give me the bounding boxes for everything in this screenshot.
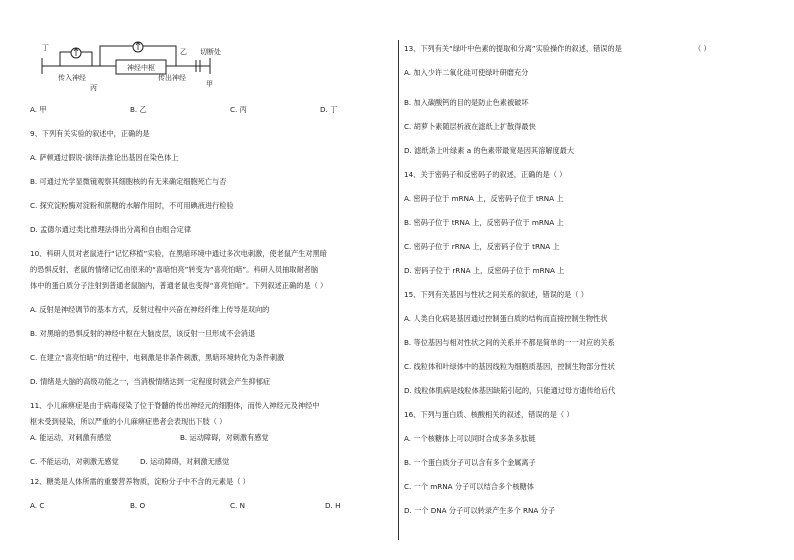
center-label: 神经中枢 [127,64,155,72]
option-c: C. 丙 [230,105,247,114]
question-9: 9、下列有关实验的叙述中，正确的是 [30,129,150,138]
q16-option-b: B. 一个蛋白质分子可以含有多个金属离子 [404,458,536,467]
q15-option-b: B. 等位基因与相对性状之间的关系并不都是简单的一一对应的关系 [404,338,615,347]
question-10-line-3: 体中的蛋白质分子注射到普通老鼠脑内，普通老鼠也变得“喜亮怕暗”。下列叙述正确的是（ ） [30,281,328,290]
q16-option-a: A. 一个核糖体上可以同时合成多条多肽链 [404,434,536,443]
question-13-paren: （ ） [694,44,711,53]
q15-option-d: D. 线粒体肌病是线粒体基因缺陷引起的，只能通过母方遗传给后代 [404,386,616,395]
option-b: B. 乙 [130,105,147,114]
question-11-line-2: 枢未受到侵染，所以严重的小儿麻痹症患者会表现出下肢（ ） [30,417,227,426]
q16-option-c: C. 一个 mRNA 分子可以结合多个核糖体 [404,482,534,491]
q13-option-c: C. 胡萝卜素随层析液在滤纸上扩散得最快 [404,122,536,131]
q9-option-d: D. 孟德尔通过类比推理法得出分离和自由组合定律 [30,225,192,234]
q12-option-c: C. N [230,501,245,510]
label-cut: 切断处 [200,48,221,56]
label-afferent: 传入神经 [58,74,86,82]
q11-option-b: B. 运动障碍，对刺激有感觉 [180,433,269,442]
q9-option-c: C. 探究淀粉酶对淀粉和蔗糖的水解作用时，不可用碘液进行检验 [30,201,234,210]
option-a: A. 甲 [30,105,47,114]
q10-option-c: C. 在建立“喜亮怕暗”的过程中，电刺激是非条件刺激，黑暗环境转化为条件刺激 [30,353,285,362]
question-11-line-1: 11、小儿麻痹症是由于病毒侵染了位于脊髓的传出神经元的细胞体，而传入神经元及神经中 [30,401,320,410]
q9-option-b: B. 可通过光学显微镜观察其细胞核的有无来确定细胞死亡与否 [30,177,227,186]
q14-option-c: C. 密码子位于 rRNA 上，反密码子位于 tRNA 上 [404,242,560,251]
q11-option-d: D. 运动障碍，对刺激无感觉 [140,457,230,466]
q16-option-d: D. 一个 DNA 分子可以转录产生多个 RNA 分子 [404,506,555,515]
q14-option-b: B. 密码子位于 tRNA 上，反密码子位于 mRNA 上 [404,218,564,227]
q15-option-a: A. 人类白化病是基因通过控制蛋白质的结构而直接控制生物性状 [404,314,608,323]
q10-option-a: A. 反射是神经调节的基本方式，反射过程中兴奋在神经纤维上传导是双向的 [30,305,270,314]
label-bing: 丙 [90,84,97,92]
q14-option-a: A. 密码子位于 mRNA 上，反密码子位于 tRNA 上 [404,194,564,203]
q13-option-d: D. 滤纸条上叶绿素 a 的色素带最宽是因其溶解度最大 [404,146,575,155]
q15-option-c: C. 线粒体和叶绿体中的基因线粒为细胞质基因，控制生物部分性状 [404,362,615,371]
option-d: D. 丁 [320,105,338,114]
q13-option-a: A. 加入少许二氧化硅可使绿叶研磨充分 [404,68,529,77]
label-ding: 丁 [42,44,49,52]
q10-option-d: D. 情绪是大脑的高级功能之一，当消极情绪达到一定程度时就会产生抑郁症 [30,377,271,386]
q14-option-d: D. 密码子位于 rRNA 上，反密码子位于 mRNA 上 [404,266,565,275]
question-14: 14、关于密码子和反密码子的叙述，正确的是（ ） [404,170,567,179]
question-13: 13、下列有关“绿叶中色素的提取和分离”实验操作的叙述，错误的是 [404,44,622,53]
question-16: 16、下列与蛋白质、核酸相关的叙述，错误的是（ ） [404,410,574,419]
question-12: 12、糖类是人体所需的重要营养物质，淀粉分子中不含的元素是（ ） [30,477,250,486]
q9-option-a: A. 萨顿通过假说-演绎法推论出基因在染色体上 [30,153,179,162]
q12-option-d: D. H [325,501,341,510]
label-jia: 甲 [206,80,213,88]
q12-option-a: A. C [30,501,45,510]
column-divider [398,40,399,540]
q12-option-b: B. O [130,501,146,510]
q11-option-c: C. 不能运动，对刺激无感觉 [30,457,119,466]
label-yi: 乙 [180,48,187,56]
q11-option-a: A. 能运动，对刺激有感觉 [30,433,112,442]
q13-option-b: B. 加入碳酸钙的目的是防止色素被破坏 [404,98,529,107]
q10-option-b: B. 对黑暗的恐惧反射的神经中枢在大脑皮层，该反射一旦形成不会消退 [30,329,256,338]
question-10-line-1: 10、科研人员对老鼠进行“记忆移植”实验，在黑暗环境中通过多次电刺激，使老鼠产生对黑暗 [30,249,327,258]
question-15: 15、下列有关基因与性状之间关系的叙述，错误的是（ ） [404,290,588,299]
question-10-line-2: 的恐惧反射，老鼠的情绪记忆由原来的“喜暗怕亮”转变为“喜亮怕暗”。科研人员抽取耐者脑 [30,265,319,274]
reflex-arc-diagram [30,38,230,98]
label-efferent: 传出神经 [158,74,186,82]
